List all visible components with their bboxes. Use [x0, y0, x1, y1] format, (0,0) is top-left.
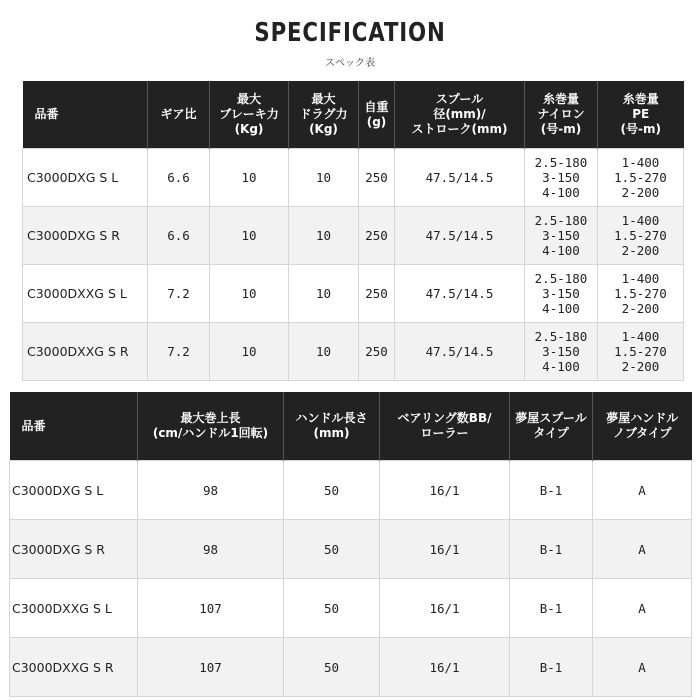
header-pe [598, 81, 684, 149]
gear-ratio-cell: 7.2 [148, 265, 210, 323]
header-handle-length [284, 392, 380, 461]
spec-table-2 [9, 392, 692, 697]
pe-cell [598, 323, 684, 381]
drag-cell: 10 [289, 323, 359, 381]
header-yumeya-spool [510, 392, 593, 461]
cell-line: 3-150 [542, 344, 580, 359]
pe-cell [598, 207, 684, 265]
page-title: SPECIFICATION [254, 18, 446, 48]
cell-line: 1-400 [621, 271, 660, 286]
cell-line: (g) [366, 114, 387, 129]
cell-line: 2.5-180 [534, 271, 588, 286]
cell-line: 1.5-270 [614, 286, 667, 301]
header-max-brake [210, 81, 289, 149]
cell-line: 4-100 [542, 301, 580, 316]
table-row [23, 265, 684, 323]
cell-line: (Kg) [309, 122, 338, 136]
cell-line: ローラー [420, 426, 469, 440]
table-row [23, 323, 684, 381]
cell-line: ノブタイプ [612, 426, 672, 440]
gear-ratio-cell: 6.6 [148, 207, 210, 265]
table-row [10, 638, 692, 697]
cell-line: 糸巻量 [542, 92, 579, 106]
cell-line: 1-400 [621, 329, 660, 344]
model-cell: C3000DXXG S L [23, 265, 148, 323]
cell-line: (号-m) [540, 122, 582, 136]
header-model [10, 392, 138, 461]
cell-line: 4-100 [542, 359, 580, 374]
knob-type-cell: A [593, 520, 692, 579]
weight-cell: 250 [359, 207, 395, 265]
spec-table-2-header-row [10, 392, 692, 461]
cell-line: ハンドル長さ [295, 411, 368, 425]
retrieve-cell: 107 [138, 638, 284, 697]
header-max-drag [289, 81, 359, 149]
cell-line: 品番 [34, 107, 59, 121]
cell-line: 最大巻上長 [180, 411, 241, 425]
cell-line: 1.5-270 [614, 344, 667, 359]
cell-line: タイプ [533, 426, 569, 440]
cell-line: (cm/ハンドル1回転) [152, 426, 269, 440]
knob-type-cell: A [593, 579, 692, 638]
header-bearings [380, 392, 510, 461]
handle-cell: 50 [284, 579, 380, 638]
pe-cell [598, 265, 684, 323]
cell-line: 1.5-270 [614, 228, 667, 243]
nylon-cell [525, 323, 598, 381]
cell-line: 1-400 [621, 155, 660, 170]
retrieve-cell: 98 [138, 461, 284, 520]
cell-line: 2-200 [621, 185, 660, 200]
table-row [23, 149, 684, 207]
spool-type-cell: B-1 [510, 638, 593, 697]
spool-cell: 47.5/14.5 [395, 149, 525, 207]
cell-line: 3-150 [542, 228, 580, 243]
cell-line: ナイロン [537, 107, 585, 121]
weight-cell: 250 [359, 149, 395, 207]
table-row [10, 520, 692, 579]
header-yumeya-knob [593, 392, 692, 461]
knob-type-cell: A [593, 638, 692, 697]
weight-cell: 250 [359, 265, 395, 323]
table-row [10, 579, 692, 638]
cell-line: 自重 [364, 99, 389, 114]
spec-table-1 [22, 81, 684, 381]
cell-line: 2.5-180 [534, 213, 588, 228]
cell-line: 3-150 [542, 286, 580, 301]
cell-line: 4-100 [542, 243, 580, 258]
cell-line: 2-200 [621, 359, 660, 374]
header-weight [359, 81, 395, 149]
spool-type-cell: B-1 [510, 520, 593, 579]
bearing-cell: 16/1 [380, 461, 510, 520]
spool-type-cell: B-1 [510, 579, 593, 638]
cell-line: 4-100 [542, 185, 580, 200]
header-max-retrieve [138, 392, 284, 461]
table-row [23, 207, 684, 265]
handle-cell: 50 [284, 638, 380, 697]
cell-line: 2-200 [621, 243, 660, 258]
brake-cell: 10 [210, 323, 289, 381]
model-cell: C3000DXG S L [10, 461, 138, 520]
bearing-cell: 16/1 [380, 520, 510, 579]
model-cell: C3000DXG S R [10, 520, 138, 579]
handle-cell: 50 [284, 520, 380, 579]
pe-cell [598, 149, 684, 207]
model-cell: C3000DXXG S L [10, 579, 138, 638]
model-cell: C3000DXXG S R [10, 638, 138, 697]
model-cell: C3000DXG S L [23, 149, 148, 207]
brake-cell: 10 [210, 207, 289, 265]
cell-line: 1.5-270 [614, 170, 667, 185]
gear-ratio-cell: 7.2 [148, 323, 210, 381]
spool-cell: 47.5/14.5 [395, 323, 525, 381]
header-nylon [525, 81, 598, 149]
cell-line: 2-200 [621, 301, 660, 316]
spool-type-cell: B-1 [510, 461, 593, 520]
cell-line: ドラグ力 [299, 107, 348, 121]
cell-line: 夢屋スプール [515, 411, 587, 425]
handle-cell: 50 [284, 461, 380, 520]
cell-line: PE [632, 107, 650, 121]
gear-ratio-cell: 6.6 [148, 149, 210, 207]
retrieve-cell: 98 [138, 520, 284, 579]
cell-line: 品番 [21, 418, 46, 433]
cell-line: ベアリング数BB/ [397, 411, 492, 425]
page-subtitle: スペック表 [325, 58, 375, 69]
weight-cell: 250 [359, 323, 395, 381]
spec-table-1-header-row [23, 81, 684, 149]
spool-cell: 47.5/14.5 [395, 265, 525, 323]
cell-line: 最大 [311, 92, 336, 106]
brake-cell: 10 [210, 265, 289, 323]
brake-cell: 10 [210, 149, 289, 207]
spool-cell: 47.5/14.5 [395, 207, 525, 265]
cell-line: 1-400 [621, 213, 660, 228]
cell-line: ギア比 [160, 107, 197, 121]
bearing-cell: 16/1 [380, 579, 510, 638]
knob-type-cell: A [593, 461, 692, 520]
cell-line: (Kg) [234, 122, 264, 136]
header-model [23, 81, 148, 149]
model-cell: C3000DXG S R [23, 207, 148, 265]
header-spool [395, 81, 525, 149]
drag-cell: 10 [289, 207, 359, 265]
cell-line: (号-m) [620, 122, 661, 136]
cell-line: ブレーキ力 [219, 107, 279, 121]
cell-line: 最大 [236, 92, 261, 106]
retrieve-cell: 107 [138, 579, 284, 638]
bearing-cell: 16/1 [380, 638, 510, 697]
model-cell: C3000DXXG S R [23, 323, 148, 381]
drag-cell: 10 [289, 265, 359, 323]
cell-line: 3-150 [542, 170, 580, 185]
table-row [10, 461, 692, 520]
drag-cell: 10 [289, 149, 359, 207]
cell-line: (mm) [313, 426, 350, 440]
cell-line: 径(mm)/ [433, 107, 486, 121]
header-gear-ratio [148, 81, 210, 149]
cell-line: 2.5-180 [534, 329, 588, 344]
nylon-cell [525, 265, 598, 323]
cell-line: 2.5-180 [534, 155, 588, 170]
cell-line: 糸巻量 [622, 92, 659, 106]
cell-line: 夢屋ハンドル [606, 411, 679, 425]
nylon-cell [525, 207, 598, 265]
cell-line: スプール [435, 92, 484, 106]
cell-line: ストローク(mm) [411, 122, 508, 136]
nylon-cell [525, 149, 598, 207]
